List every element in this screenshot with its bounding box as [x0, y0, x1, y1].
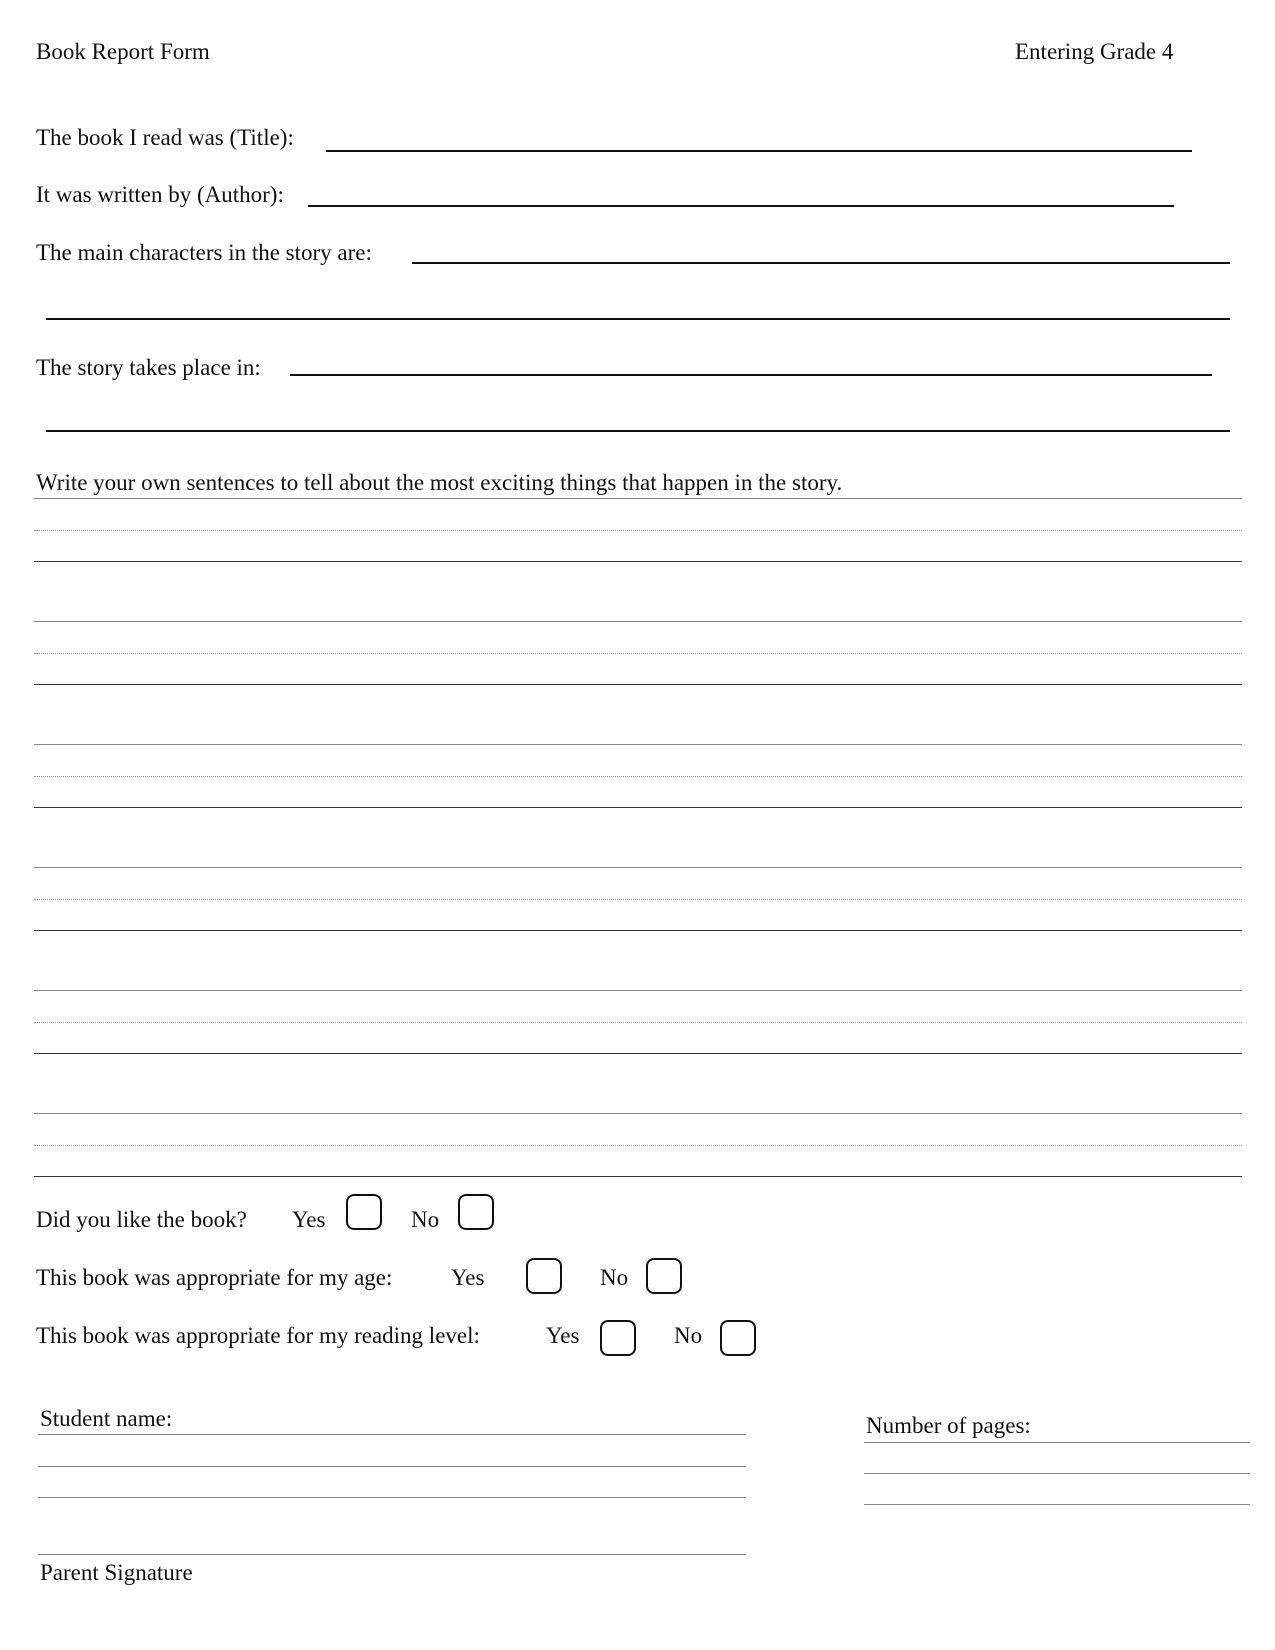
writing-line-dotted	[34, 1022, 1242, 1023]
no-label: No	[600, 1265, 629, 1290]
writing-line-dotted	[34, 899, 1242, 900]
title-label: The book I read was (Title):	[36, 125, 294, 150]
parent-signature-line[interactable]	[38, 1554, 746, 1555]
writing-line-base	[34, 561, 1242, 562]
age-yes-checkbox[interactable]	[526, 1258, 562, 1294]
characters-label: The main characters in the story are:	[36, 240, 372, 265]
setting-line-2[interactable]	[46, 430, 1230, 432]
characters-line-1[interactable]	[412, 262, 1230, 264]
setting-line-1[interactable]	[290, 374, 1212, 376]
author-line[interactable]	[308, 205, 1174, 207]
writing-line-top	[34, 744, 1242, 745]
age-no-checkbox[interactable]	[646, 1258, 682, 1294]
pages-line-1[interactable]	[864, 1442, 1250, 1443]
yes-label: Yes	[451, 1265, 485, 1290]
writing-prompt: Write your own sentences to tell about the most exciting things that happen in the story.	[36, 470, 843, 495]
characters-line-2[interactable]	[46, 318, 1230, 320]
number-of-pages-label: Number of pages:	[866, 1413, 1031, 1438]
question-liked-book: Did you like the book?	[36, 1207, 247, 1232]
writing-line-dotted	[34, 1145, 1242, 1146]
student-name-label: Student name:	[40, 1406, 173, 1431]
writing-line-dotted	[34, 653, 1242, 654]
writing-line-base	[34, 930, 1242, 931]
pages-line-2[interactable]	[864, 1473, 1250, 1474]
writing-line-base	[34, 684, 1242, 685]
student-name-line-1[interactable]	[38, 1434, 746, 1435]
writing-line-top	[34, 990, 1242, 991]
student-name-line-2[interactable]	[38, 1466, 746, 1467]
writing-line-dotted	[34, 776, 1242, 777]
writing-line-top	[34, 1113, 1242, 1114]
writing-line-base	[34, 1053, 1242, 1054]
writing-line-top	[34, 621, 1242, 622]
writing-line-top	[34, 498, 1242, 499]
student-name-line-3[interactable]	[38, 1497, 746, 1498]
setting-label: The story takes place in:	[36, 355, 261, 380]
form-title: Book Report Form	[36, 39, 210, 64]
author-label: It was written by (Author):	[36, 182, 284, 207]
no-label: No	[674, 1323, 703, 1348]
parent-signature-label: Parent Signature	[40, 1560, 193, 1585]
writing-line-base	[34, 1176, 1242, 1177]
yes-label: Yes	[546, 1323, 580, 1348]
pages-line-3[interactable]	[864, 1504, 1250, 1505]
writing-line-base	[34, 807, 1242, 808]
liked-no-checkbox[interactable]	[458, 1194, 494, 1230]
no-label: No	[411, 1207, 440, 1232]
question-reading-level: This book was appropriate for my reading level:	[36, 1323, 480, 1348]
writing-line-dotted	[34, 530, 1242, 531]
title-line[interactable]	[326, 150, 1192, 152]
grade-label: Entering Grade 4	[1015, 39, 1174, 64]
writing-line-top	[34, 867, 1242, 868]
level-yes-checkbox[interactable]	[600, 1320, 636, 1356]
liked-yes-checkbox[interactable]	[346, 1194, 382, 1230]
level-no-checkbox[interactable]	[720, 1320, 756, 1356]
question-age-appropriate: This book was appropriate for my age:	[36, 1265, 393, 1290]
yes-label: Yes	[292, 1207, 326, 1232]
